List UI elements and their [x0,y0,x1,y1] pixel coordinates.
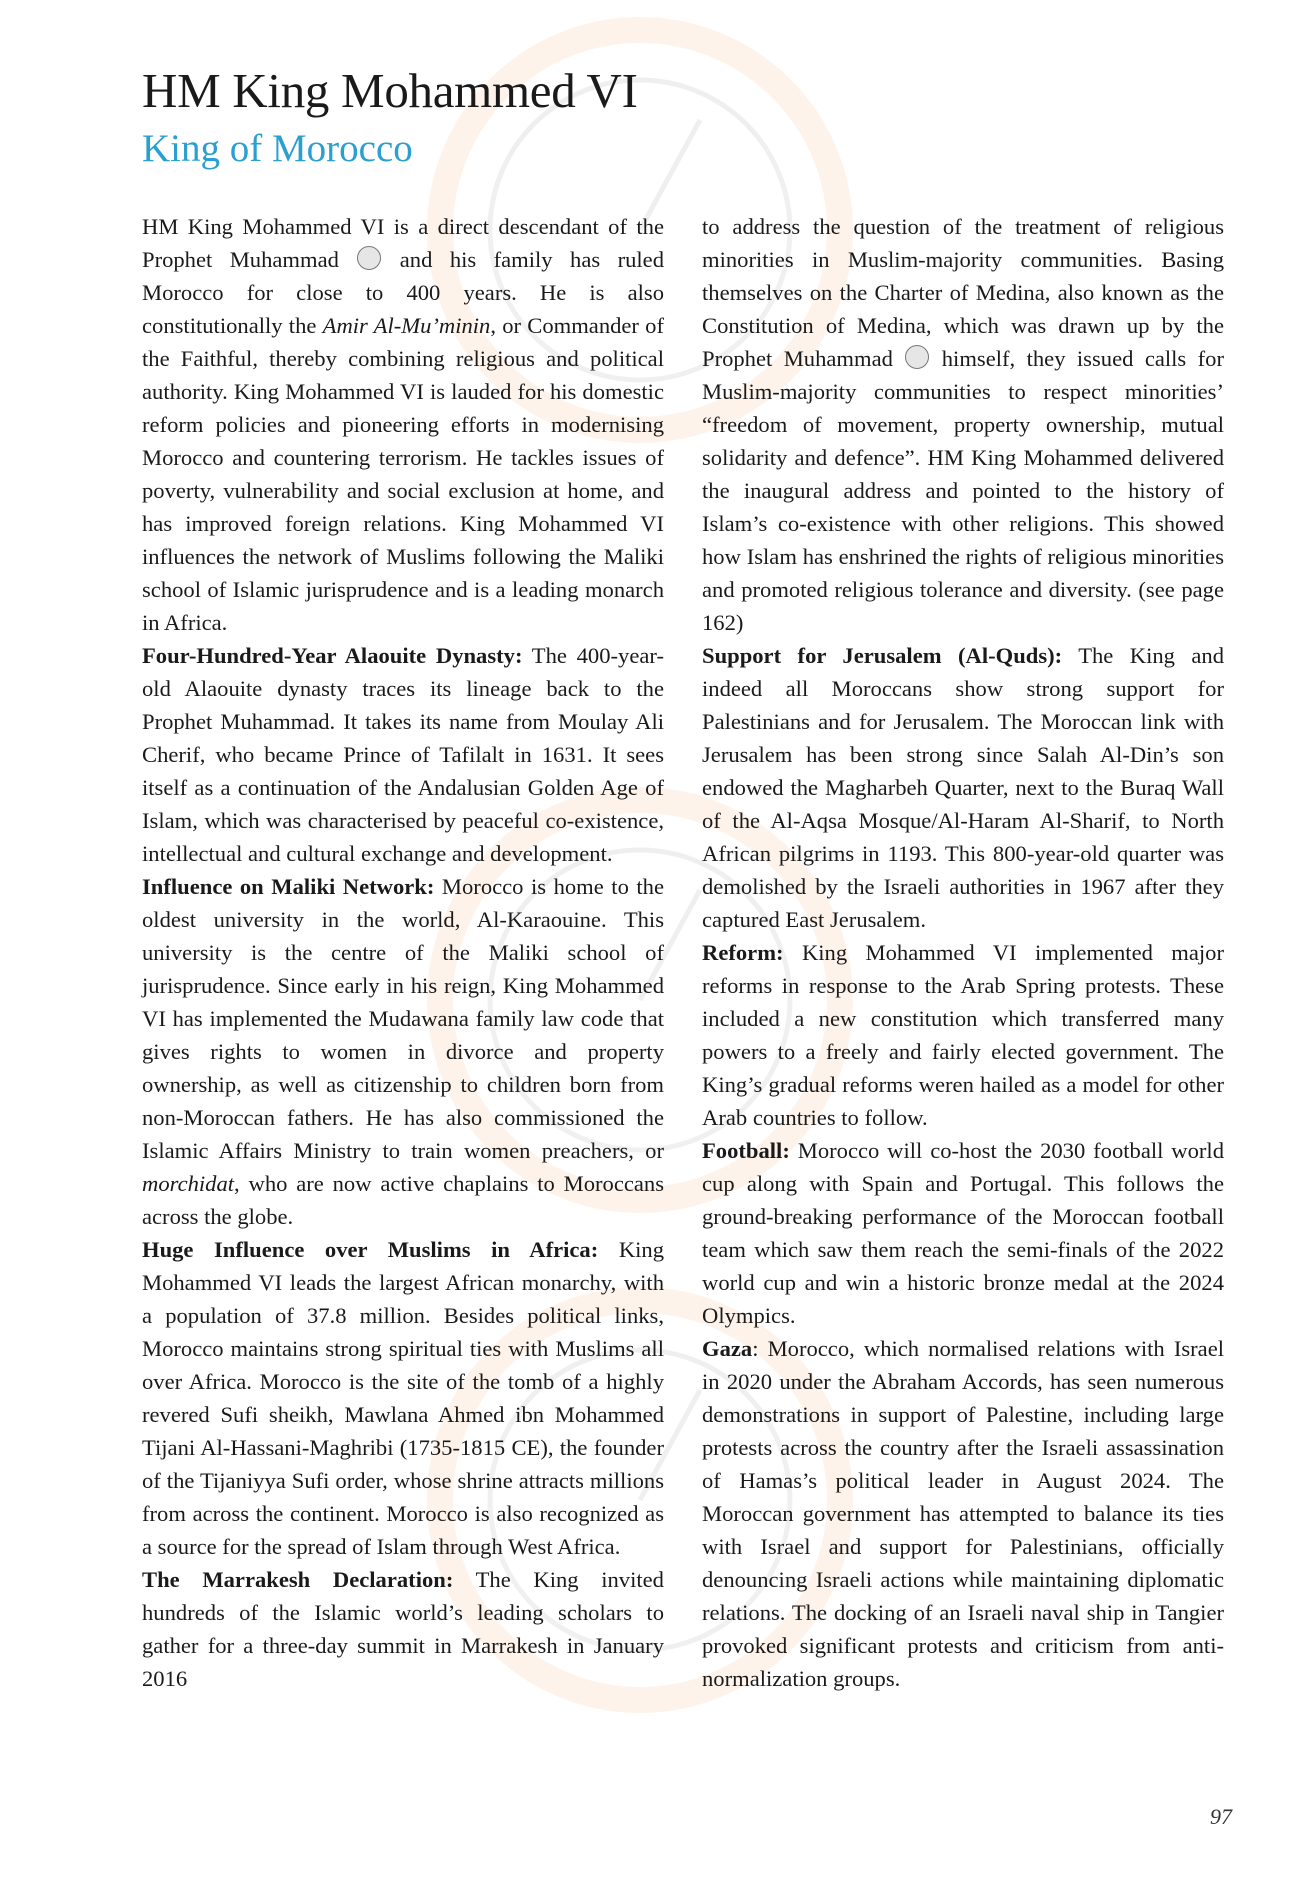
reform-heading: Reform: [702,940,784,965]
intro-italic: Amir Al-Mu’minin [322,313,491,338]
intro-paragraph [142,210,664,639]
intro-text: HM King Mohammed VI is a direct descendant of the Prophet Muhammad [142,214,664,272]
football-paragraph [702,1134,1224,1332]
maliki-heading: Influence on Maliki Network: [142,874,435,899]
maliki-text: , who are now active chaplains to Moroccans across the globe. [142,1171,664,1229]
gaza-paragraph [702,1332,1224,1695]
africa-text: King Mohammed VI leads the largest African monarchy, with a population of 37.8 million. Besides political links, Morocco maintains strong spiritual ties with Muslims all over Africa. Morocco is the site of the tomb of a highly revered Sufi sheikh, Mawlana Ahmed ibn Mohammed Tijani Al-Hassani-Maghribi (1735-1815 CE), the founder of the Tijaniyya Sufi order, whose shrine attracts millions from across the continent. Morocco is also recognized as a source for the spread of Islam through West Africa. [142,1237,664,1559]
marrakesh-continued-paragraph [702,210,1224,639]
page-subtitle: King of Morocco [142,127,413,170]
marrakesh-text: The King invited hundreds of the Islamic world’s leading scholars to gather for a three-day summit in Marrakesh in January 2016 [142,1567,664,1691]
dynasty-text: The 400-year-old Alaouite dynasty traces its lineage back to the Prophet Muhammad. It takes its name from Moulay Ali Cherif, who became Prince of Tafilalt in 1631. It sees itself as a continuation of the Andalusian Golden Age of Islam, which was characterised by peaceful co-existence, intellectual and cultural exchange and development. [142,643,664,866]
page-number: 97 [1210,1804,1232,1829]
africa-paragraph [142,1233,664,1563]
right-column [702,210,1224,1695]
dynasty-heading: Four-Hundred-Year Alaouite Dynasty: [142,643,523,668]
marrakesh-heading: The Marrakesh Declaration: [142,1567,454,1592]
marrakesh-paragraph [142,1563,664,1695]
marrakesh-cont-text: to address the question of the treatment of religious minorities in Muslim-majority communities. Basing themselves on the Charter of Medina, also known as the Constitution of Medina, which was drawn up by the Prophet Muhammad [702,214,1224,371]
jerusalem-text: The King and indeed all Moroccans show strong support for Palestinians and for Jerusalem. The Moroccan link with Jerusalem has been strong since Salah Al-Din’s son endowed the Magharbeh Quarter, next to the Buraq Wall of the Al-Aqsa Mosque/Al-Haram Al-Sharif, to North African pilgrims in 1193. This 800-year-old quarter was demolished by the Israeli authorities in 1967 after they captured East Jerusalem. [702,643,1224,932]
intro-text: and his family has ruled Morocco for close to 400 years. He is also constitutionally the [142,247,664,338]
maliki-text: Morocco is home to the oldest university in the world, Al-Karaouine. This university is the centre of the Maliki school of jurisprudence. Since early in his reign, King Mohammed VI has implemented the Mudawana family law code that gives rights to women in divorce and property ownership, as well as citizenship to children born from non-Moroccan fathers. He has also commissioned the Islamic Affairs Ministry to train women preachers, or [142,874,664,1163]
left-column [142,210,664,1695]
pbuh-icon [905,345,929,369]
reform-text: King Mohammed VI implemented major reforms in response to the Arab Spring protests. These included a new constitution which transferred many powers to a freely and fairly elected government. The King’s gradual reforms weren hailed as a model for other Arab countries to follow. [702,940,1224,1130]
dynasty-paragraph [142,639,664,870]
gaza-text: : Morocco, which normalised relations with Israel in 2020 under the Abraham Accords, has seen numerous demonstrations in support of Palestine, including large protests across the country after the Israeli assassination of Hamas’s political leader in August 2024. The Moroccan government has attempted to balance its ties with Israel and support for Palestinians, officially denouncing Israeli actions while maintaining diplomatic relations. The docking of an Israeli naval ship in Tangier provoked significant protests and criticism from anti-normalization groups. [702,1336,1224,1691]
maliki-paragraph [142,870,664,1233]
page-title: HM King Mohammed VI [142,63,638,118]
jerusalem-heading: Support for Jerusalem (Al-Quds): [702,643,1063,668]
intro-text: , or Commander of the Faithful, thereby combining religious and political authority. King Mohammed VI is lauded for his domestic reform policies and pioneering efforts in modernising Morocco and countering terrorism. He tackles issues of poverty, vulnerability and social exclusion at home, and has improved foreign relations. King Mohammed VI influences the network of Muslims following the Maliki school of Islamic jurisprudence and is a leading monarch in Africa. [142,313,665,635]
football-heading: Football: [702,1138,790,1163]
reform-paragraph [702,936,1224,1134]
maliki-italic: morchidat [142,1171,235,1196]
jerusalem-paragraph [702,639,1224,936]
pbuh-icon [357,246,381,270]
africa-heading: Huge Influence over Muslims in Africa: [142,1237,599,1262]
football-text: Morocco will co-host the 2030 football world cup along with Spain and Portugal. This follows the ground-breaking performance of the Moroccan football team which saw them reach the semi-finals of the 2022 world cup and win a historic bronze medal at the 2024 Olympics. [702,1138,1224,1328]
gaza-heading: Gaza [702,1336,753,1361]
marrakesh-cont-text: himself, they issued calls for Muslim-majority communities to respect minorities’ “freedom of movement, property ownership, mutual solidarity and defence”. HM King Mohammed delivered the inaugural address and pointed to the history of Islam’s co-existence with other religions. This showed how Islam has enshrined the rights of religious minorities and promoted religious tolerance and diversity. (see page 162) [702,346,1224,635]
